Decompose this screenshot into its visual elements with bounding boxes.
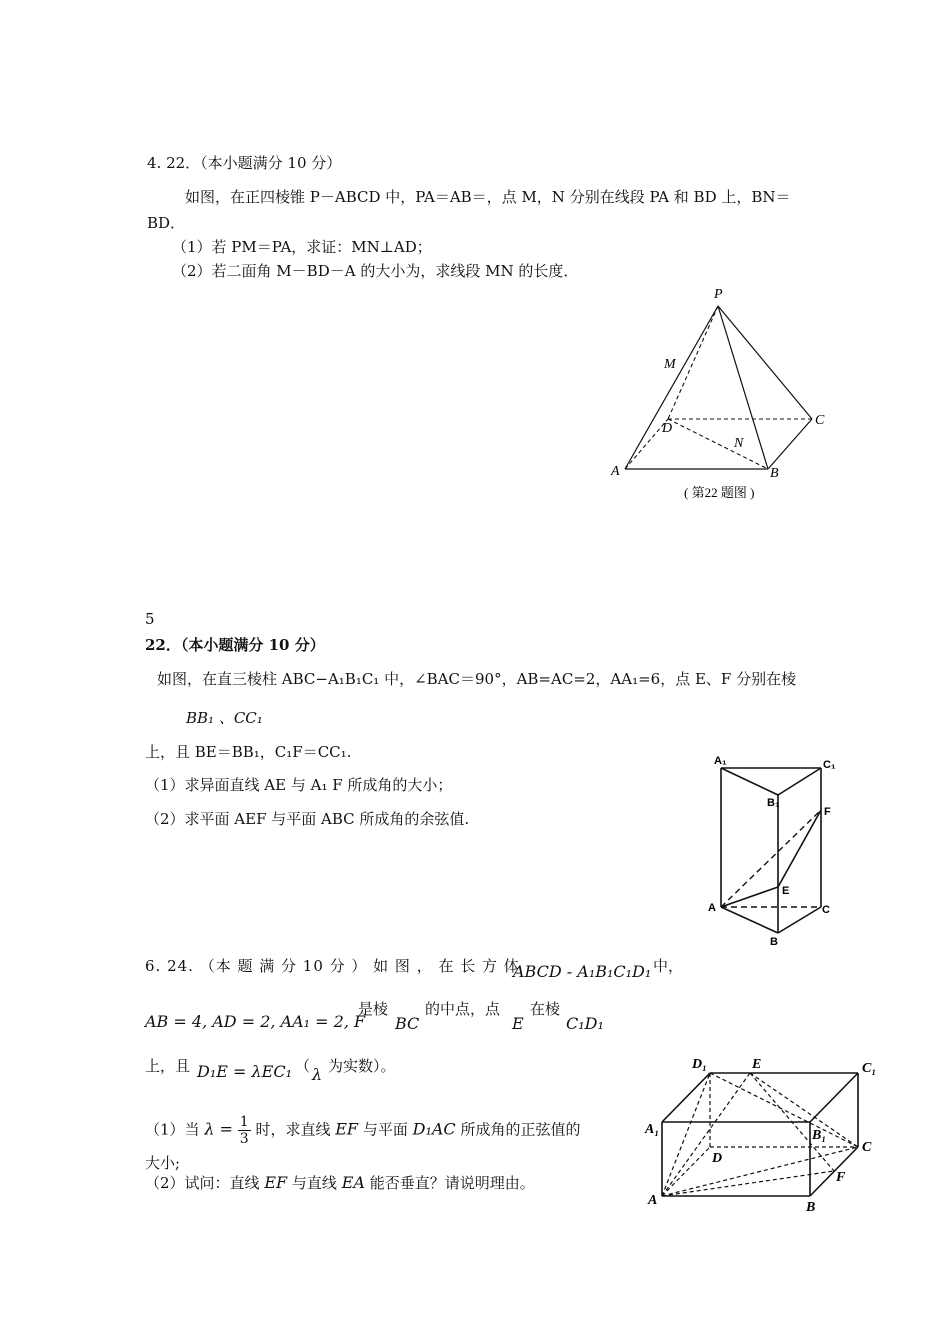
ratio-formula: D₁E = λEC₁ — [197, 1062, 292, 1081]
problem-number: 5 — [145, 610, 155, 628]
triangular-prism-figure — [700, 750, 845, 950]
q1-text-end: 大小; — [145, 1154, 181, 1172]
problem-24-text-3: 在棱 — [530, 1000, 561, 1018]
problem-22-header: 4. 22．（本小题满分 10 分） — [147, 154, 342, 172]
problem-5-edges: BB₁ 、CC₁ — [186, 709, 263, 727]
label-a1: A₁ — [645, 1122, 660, 1137]
problem-22-question-1: （1）若 PM＝PA，求证：MN⊥AD； — [172, 238, 432, 256]
problem-5-header: 22．（本小题满分 10 分） — [145, 636, 325, 654]
q2-prefix: （2）试问：直线 — [145, 1174, 260, 1192]
cuboid-figure — [640, 1050, 890, 1220]
edge-bc: BC — [395, 1014, 420, 1033]
label-m: M — [664, 357, 676, 372]
label-d: D — [662, 421, 673, 436]
q1-prefix: （1）当 — [145, 1120, 200, 1139]
q2-text-end: 能否垂直？请说明理由。 — [369, 1174, 535, 1192]
label-d: D — [712, 1151, 723, 1166]
label-b: B — [806, 1200, 816, 1215]
label-c1: C₁ — [862, 1061, 877, 1076]
q1-text-3: 所成角的正弦值的 — [460, 1120, 581, 1139]
lambda-symbol: λ — [312, 1065, 323, 1084]
label-e: E — [782, 885, 790, 897]
label-b1: B₁ — [767, 797, 780, 809]
label-f: F — [836, 1170, 846, 1185]
plane-d1ac: D₁AC — [412, 1119, 456, 1139]
problem-24-question-2 — [145, 1172, 535, 1193]
line-ef: EF — [335, 1119, 359, 1139]
problem-24-question-1 — [145, 1114, 580, 1147]
label-d1: D₁ — [692, 1057, 707, 1072]
label-a: A — [648, 1193, 658, 1208]
label-e: E — [752, 1057, 762, 1072]
point-e: E — [512, 1014, 524, 1033]
label-c: C — [815, 413, 825, 428]
label-b1: B₁ — [812, 1128, 827, 1143]
problem-24-line3: 上，且 — [145, 1057, 191, 1075]
problem-24-line3-end: 为实数）。 — [328, 1057, 396, 1075]
label-a1: A₁ — [714, 755, 727, 767]
label-f: F — [824, 806, 831, 818]
problem-22-stem: 如图，在正四棱锥 P－ABCD 中，PA＝AB＝，点 M，N 分别在线段 PA 和 BD 上，BN＝ — [185, 188, 791, 206]
label-n: N — [734, 436, 744, 451]
fraction-numerator: 1 — [239, 1114, 249, 1130]
paren-open: （ — [295, 1057, 311, 1075]
label-b: B — [770, 466, 779, 481]
q1-text: 时，求直线 — [255, 1120, 331, 1139]
problem-5-question-1: （1）求异面直线 AE 与 A₁ F 所成角的大小； — [145, 776, 453, 794]
problem-22-stem-cont: BD． — [147, 214, 186, 232]
fraction-one-third — [238, 1114, 251, 1147]
label-c: C — [862, 1140, 872, 1155]
problem-24-mid: 中， — [653, 957, 684, 975]
problem-5-stem: 如图，在直三棱柱 ABC−A₁B₁C₁ 中，∠BAC＝90°，AB=AC=2，AA₁=6，点 E、F 分别在棱 — [157, 670, 797, 688]
q1-text-2: 与平面 — [362, 1120, 408, 1139]
line-ea: EA — [341, 1173, 365, 1192]
pyramid-figure — [600, 283, 840, 508]
problem-24-header: 6. 24. （本 题 满 分 10 分 ） 如 图 ， 在 长 方 体 — [145, 957, 520, 975]
prism-name: ABCD - A₁B₁C₁D₁ — [513, 962, 652, 981]
label-a: A — [611, 464, 620, 479]
problem-24-text-2: 的中点，点 — [425, 1000, 501, 1018]
label-c: C — [822, 904, 830, 916]
problem-24-text: 是棱 — [358, 1000, 389, 1018]
problem-24-dimensions: AB = 4, AD = 2, AA₁ = 2, F — [145, 1012, 366, 1031]
label-c1: C₁ — [823, 759, 836, 771]
problem-5-question-2: （2）求平面 AEF 与平面 ABC 所成角的余弦值. — [145, 810, 470, 828]
label-a: A — [708, 902, 716, 914]
fraction-denominator: 3 — [239, 1131, 249, 1147]
edge-c1d1: C₁D₁ — [566, 1014, 604, 1033]
problem-5-stem-cont: 上，且 BE＝BB₁，C₁F＝CC₁. — [145, 743, 352, 761]
q1-lambda: λ = — [204, 1119, 233, 1139]
label-p: P — [714, 287, 723, 302]
q2-text: 与直线 — [291, 1174, 337, 1192]
figure-caption: ( 第22 题图 ) — [684, 485, 755, 500]
line-ef-2: EF — [264, 1173, 288, 1192]
label-b: B — [770, 936, 778, 948]
problem-22-question-2: （2）若二面角 M－BD－A 的大小为，求线段 MN 的长度． — [172, 262, 579, 280]
